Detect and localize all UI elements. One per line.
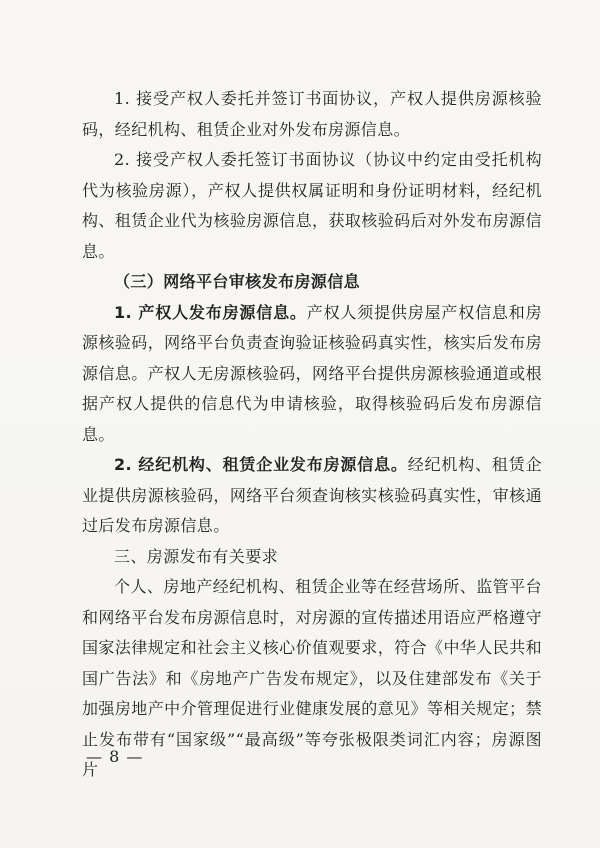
subheading-network-platform: （三）网络平台审核发布房源信息 [114, 272, 361, 291]
paragraph-2: 2. 接受产权人委托签订书面协议（协议中约定由受托机构代为核验房源），产权人提供权属证明和身份证明材料，经纪机构、租赁企业代为核验房源信息，获取核验码后对外发布房源信息。 [82, 150, 542, 261]
lead-agency-publish: 2. 经纪机构、租赁企业发布房源信息。 [114, 455, 408, 474]
page-number: — 8 — [86, 747, 144, 766]
lead-owner-publish: 1. 产权人发布房源信息。 [114, 302, 307, 322]
text-agency-publish: 经纪机构、租赁企业提供房源核验码，网络平台须查询核实核验码真实性，审核通过后发布房源信息。 [82, 455, 543, 535]
paragraph-requirements: 个人、房地产经纪机构、租赁企业等在经营场所、监管平台和网络平台发布房源信息时，对房源的宣传描述用语应严格遵守国家法律规定和社会主义核心价值观要求，符合《中华人民共和国广告法》和《房地产广告发布规定》，以及住建部发布《关于加强房地产中介管理促进行业健康发展的意见》等相关规定；禁止发布带有“国家级”“最高级”等夸张极限类词汇内容；房源图片 [82, 577, 542, 779]
section-title-requirements: 三、房源发布有关要求 [114, 546, 279, 566]
document-body [82, 84, 542, 786]
text-owner-publish: 产权人须提供房屋产权信息和房源核验码，网络平台负责查询验证核验码真实性，核实后发布房源信息。产权人无房源核验码，网络平台提供房源核验通道或根据产权人提供的信息代为申请核验，取得核验码后发布房源信息。 [82, 302, 543, 444]
paragraph-agency-publish [82, 450, 542, 542]
paragraph-owner-publish [82, 298, 542, 451]
paragraph-1: 1. 接受产权人委托并签订书面协议，产权人提供房源核验码，经纪机构、租赁企业对外发布房源信息。 [82, 89, 542, 139]
